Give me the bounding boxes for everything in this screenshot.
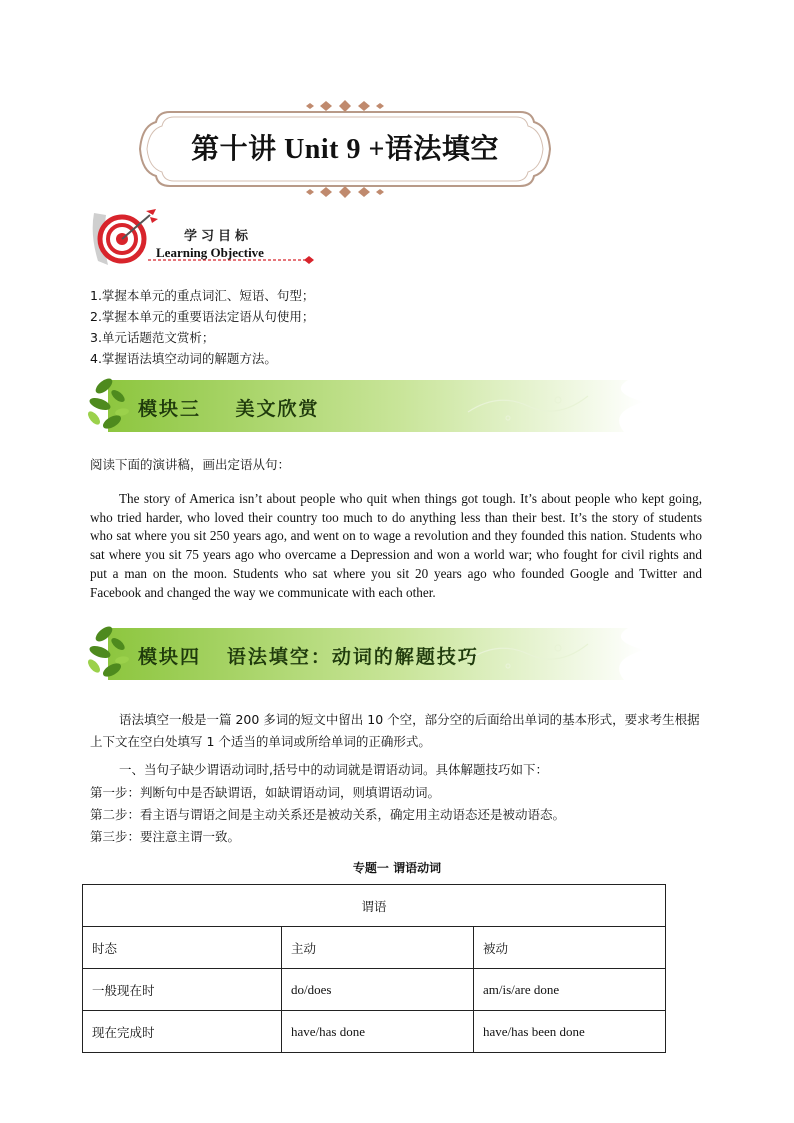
objectives-list [90,285,314,369]
step-item: 第三步：要注意主谓一致。 [90,829,241,844]
table-cell: do/does [282,969,474,1011]
solving-steps [90,782,702,848]
grammar-intro: 语法填空一般是一篇 200 多词的短文中留出 10 个空，部分空的后面给出单词的基本形式，要求考生根据上下文在空白处填写 1 个适当的单词或所给单词的正确形式。 [90,712,700,749]
section-3-title: 模块三 美文欣赏 [138,398,320,420]
grammar-rule: 一、当句子缺少谓语动词时,括号中的动词就是谓语动词。具体解题技巧如下： [119,762,548,777]
reading-instruction: 阅读下面的演讲稿，画出定语从句： [90,457,291,472]
top-diamonds [306,100,384,112]
objective-item: 1.掌握本单元的重点词汇、短语、句型； [90,288,315,303]
table-row [83,969,666,1011]
table-row [83,1011,666,1053]
bottom-diamonds [306,186,384,198]
objective-item: 2.掌握本单元的重要语法定语从句使用； [90,309,315,324]
step-item: 第一步：判断句中是否缺谓语，如缺谓语动词，则填谓语动词。 [90,785,441,800]
column-header: 主动 [282,927,474,969]
table-cell: am/is/are done [474,969,666,1011]
section-4-title: 模块四 语法填空：动词的解题技巧 [138,646,479,668]
learning-objective-badge [88,205,318,271]
table-caption: 专题一 谓语动词 [352,861,442,875]
objective-title-en: Learning Objective [156,245,264,260]
predicate-verb-table [82,884,666,1053]
section-banner-3 [88,372,648,438]
objective-item: 3.单元话题范文赏析； [90,330,215,345]
speech-passage: The story of America isn’t about people who quit when things got tough. It’s about people who kept going, who tried harder, who loved their country too much to do anything less than their best. It’s the story of students who sat where you sit 250 years ago, and went on to wage a revolution and they founded this nation. Students who sat where you sit 75 years ago who overcame a Depression and won a world war; who fought for civil rights and put a man on the moon. Students who sat where you sit 20 years ago who founded Google and Twitter and Facebook and changed the way we communicate with each other. [90,491,702,600]
objective-title-cn: 学习目标 [184,229,253,244]
table-cell: 一般现在时 [83,969,282,1011]
column-header: 时态 [83,927,282,969]
table-header: 谓语 [83,885,666,927]
table-cell: 现在完成时 [83,1011,282,1053]
step-item: 第二步：看主语与谓语之间是主动关系还是被动关系，确定用主动语态还是被动语态。 [90,807,566,822]
section-banner-4 [88,620,648,686]
table-cell: have/has been done [474,1011,666,1053]
page-title: 第十讲 Unit 9 +语法填空 [191,134,499,165]
objective-item: 4.掌握语法填空动词的解题方法。 [90,351,277,366]
table-column-row [83,927,666,969]
title-frame [130,100,560,198]
table-header-row [83,885,666,927]
table-cell: have/has done [282,1011,474,1053]
column-header: 被动 [474,927,666,969]
